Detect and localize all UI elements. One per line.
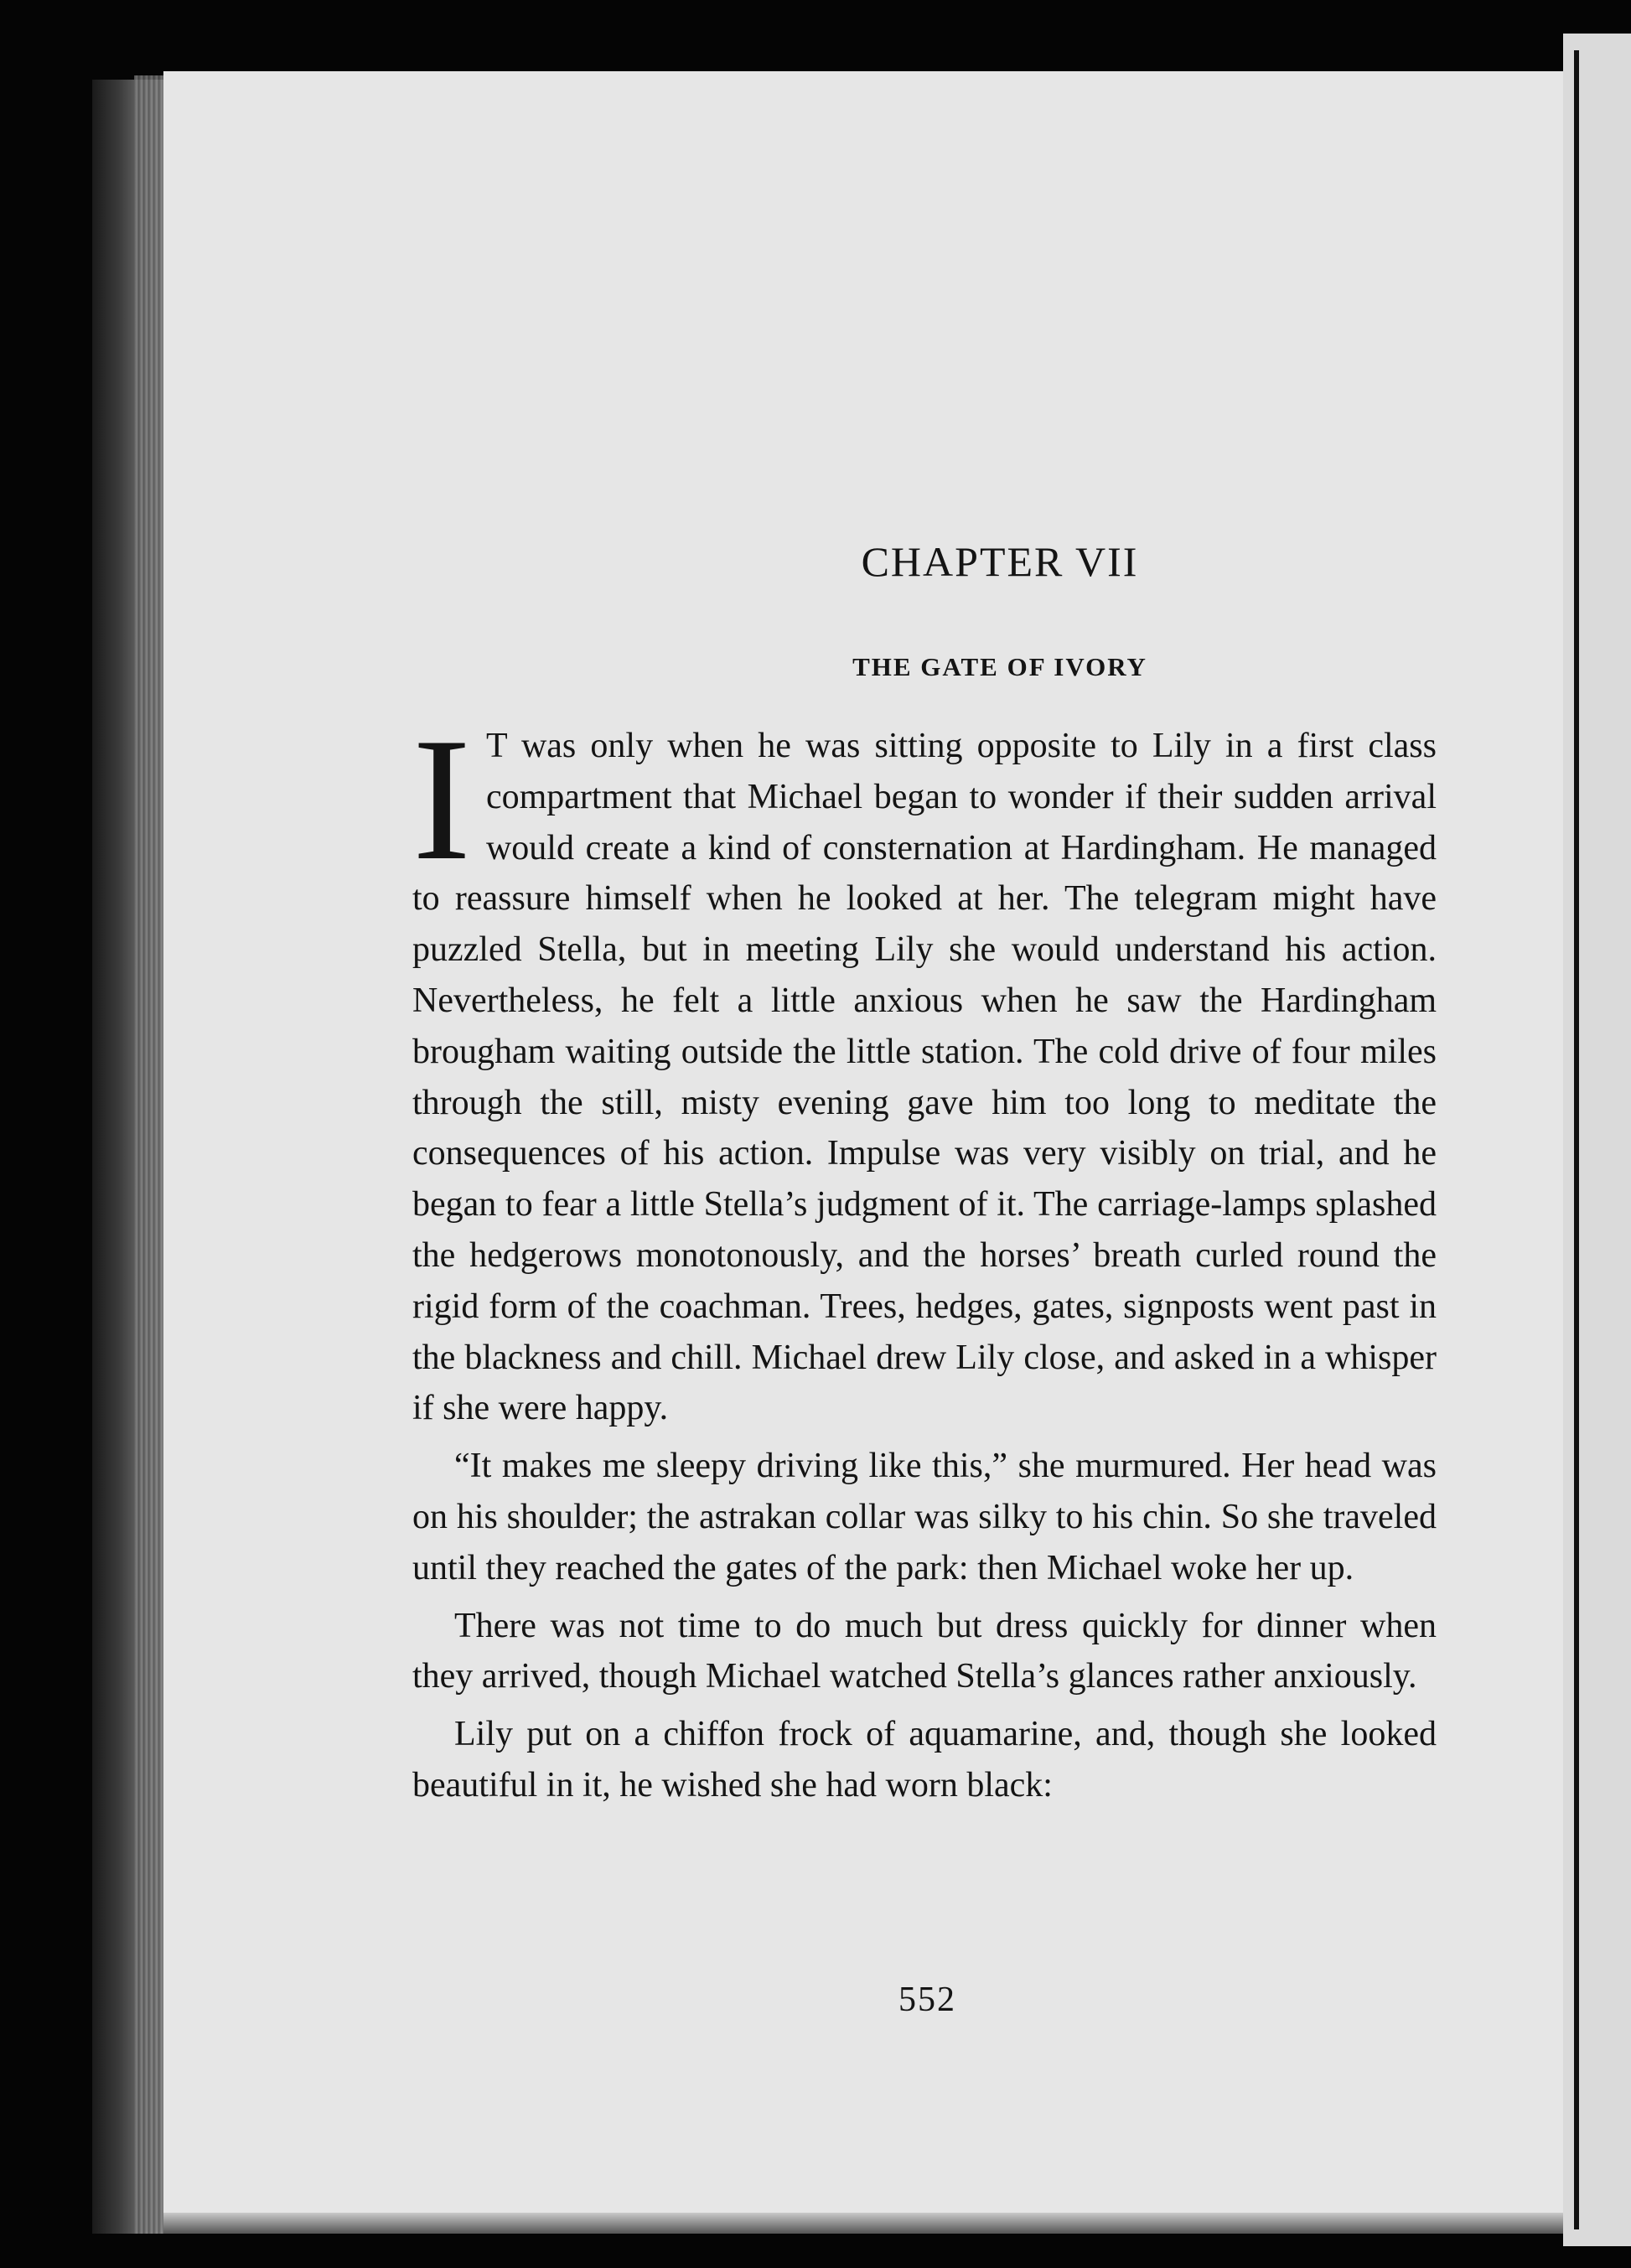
paragraph-2: “It makes me sleepy driving like this,” she murmured. Her head was on his shoulder; the astrakan collar was silky to his chin. So she traveled until they reached the gates of the park: then Michael woke her up. [412, 1447, 1437, 1587]
paragraph-4: Lily put on a chiffon frock of aquamarine, and, though she looked beautiful in it, he wished she had worn black: [412, 1715, 1437, 1805]
page-left-edge [134, 75, 168, 2234]
page-gutter-line [1574, 50, 1579, 2229]
paragraph-1-text: T was only when he was sitting opposite to Lily in a first class compartment that Michael began to wonder if their sudden arrival would create a kind of consternation at Hardingham. He managed to reassure himself when he looked at her. The telegram might have puzzled Stella, but in meeting Lily she would understand his action. Nevertheless, he felt a little anxious when he saw the Hardingham brougham waiting outside the little station. The cold drive of four miles through the still, misty evening gave him too long to meditate the consequences of his action. Impulse was very visibly on trial, and he began to fear a little Stella’s judgment of it. The carriage-lamps splashed the hedgerows monotonously, and the horses’ breath curled round the rigid form of the coachman. Trees, hedges, gates, signposts went past in the blackness and chill. Michael drew Lily close, and asked in a whisper if she were happy. [412, 727, 1437, 1428]
drop-cap: I [412, 702, 471, 897]
page-number: 552 [898, 1981, 956, 2019]
paragraph-1 [412, 702, 1437, 1434]
page-content [412, 536, 1437, 1818]
page-bottom-shadow [163, 2213, 1563, 2234]
chapter-subtitle: THE GATE OF IVORY [852, 652, 1147, 681]
paragraph-3: There was not time to do much but dress quickly for dinner when they arrived, though Michael watched Stella’s glances rather anxiously. [412, 1606, 1437, 1696]
chapter-heading: CHAPTER VII [861, 538, 1139, 585]
body-text [412, 702, 1437, 1811]
